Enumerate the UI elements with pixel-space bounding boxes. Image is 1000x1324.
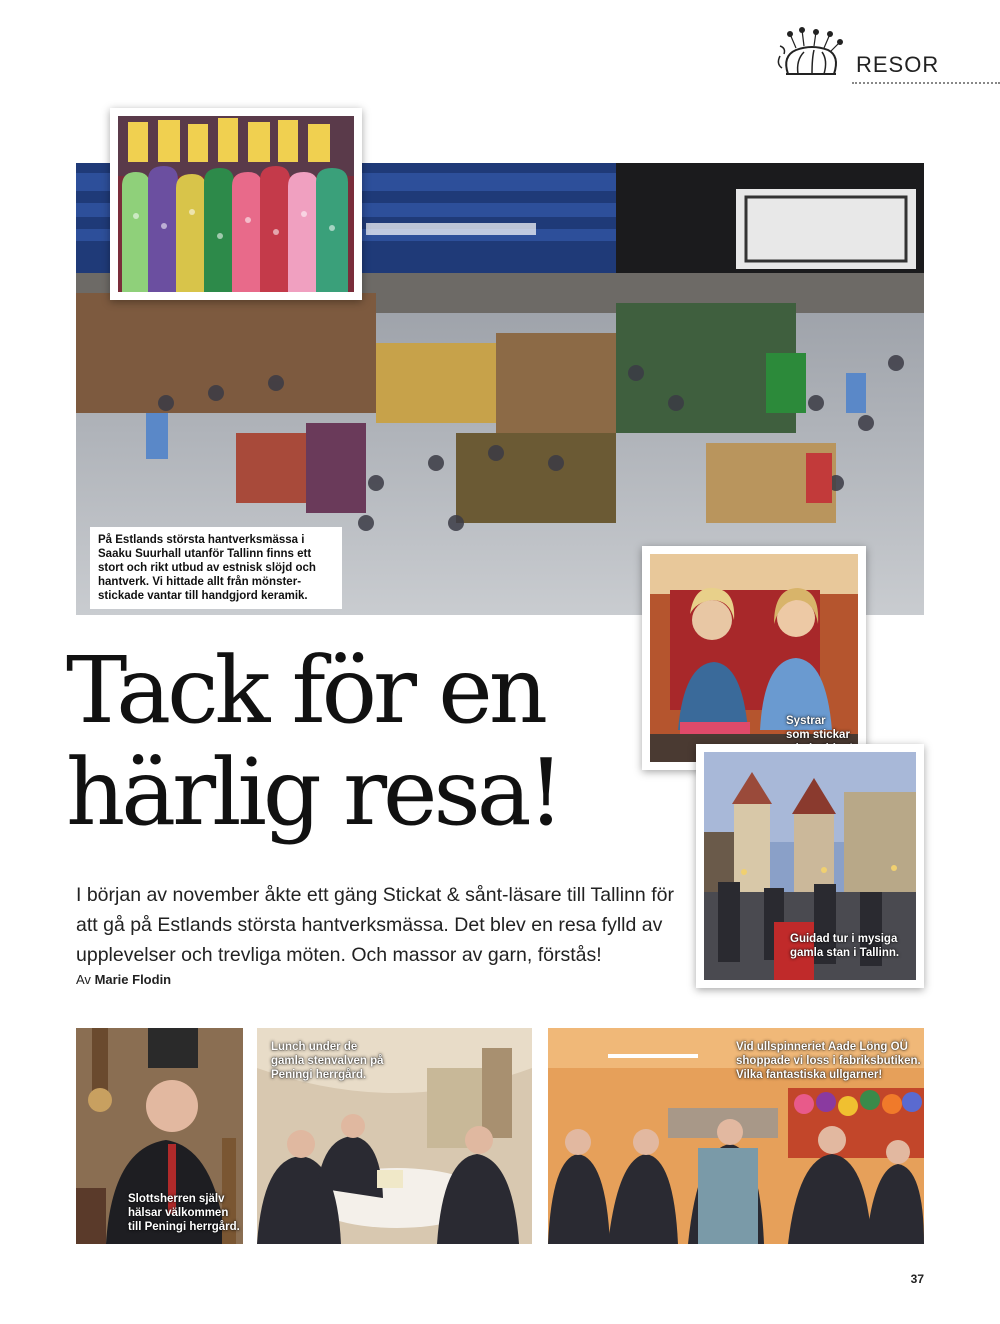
sisters-caption-line: Systrar — [786, 715, 826, 727]
fair-caption: På Estlands största hantverksmässa i Saaku Suurhall utanför Tallinn finns ett stort och rikt utbud av estnisk slöjd och hantverk. Vi hittade allt från mönsterstickade vantar till handgjord keramik. — [90, 527, 342, 609]
headline-line: härlig resa! — [66, 739, 561, 846]
mittens-photo — [110, 108, 362, 300]
byline-prefix: Av — [76, 972, 91, 987]
section-header — [770, 22, 1000, 92]
pincushion-icon — [774, 26, 850, 86]
old-town-photo — [696, 744, 924, 988]
article-intro: I början av november åkte ett gäng Stickat & sånt-läsare till Tallinn för att gå på Estlands största hantverksmässa. Det blev en resa fylld av upplevelser och trevliga möten. Och massor av garn, förstås! — [76, 884, 674, 966]
header-rule — [852, 82, 1000, 84]
host-photo — [76, 1028, 243, 1244]
page-number: 37 — [910, 1272, 924, 1286]
lunch-caption — [271, 1040, 384, 1082]
sisters-photo — [642, 546, 866, 770]
host-caption-line: Slottsherren själv — [128, 1193, 225, 1205]
lunch-photo — [257, 1028, 532, 1244]
article-headline — [66, 637, 646, 846]
host-caption-line: hälsar välkommen — [128, 1207, 229, 1219]
headline-line: Tack för en — [66, 637, 544, 744]
old-town-caption-line: Guidad tur i mysiga — [790, 933, 898, 945]
section-label: RESOR — [856, 52, 940, 77]
mill-caption-line: Vid ullspinneriet Aade Löng OÜ — [736, 1041, 908, 1053]
old-town-caption-line: gamla stan i Tallinn. — [790, 947, 900, 959]
lunch-caption-line: Lunch under de — [271, 1041, 358, 1053]
mill-caption-line: shoppade vi loss i fabriksbutiken. — [736, 1055, 921, 1067]
lunch-caption-line: Peningi herrgård. — [271, 1069, 367, 1081]
mill-caption — [736, 1040, 921, 1082]
mill-photo — [548, 1028, 924, 1244]
mill-caption-line: Vilka fantastiska ullgarner! — [736, 1069, 883, 1081]
author-name: Marie Flodin — [94, 972, 172, 987]
host-caption-line: till Peningi herrgård. — [128, 1221, 240, 1233]
byline — [76, 972, 171, 987]
old-town-caption — [790, 932, 899, 960]
host-caption — [128, 1192, 240, 1234]
sisters-caption-line: som stickar — [786, 729, 850, 741]
lunch-caption-line: gamla stenvalven på — [271, 1055, 384, 1067]
